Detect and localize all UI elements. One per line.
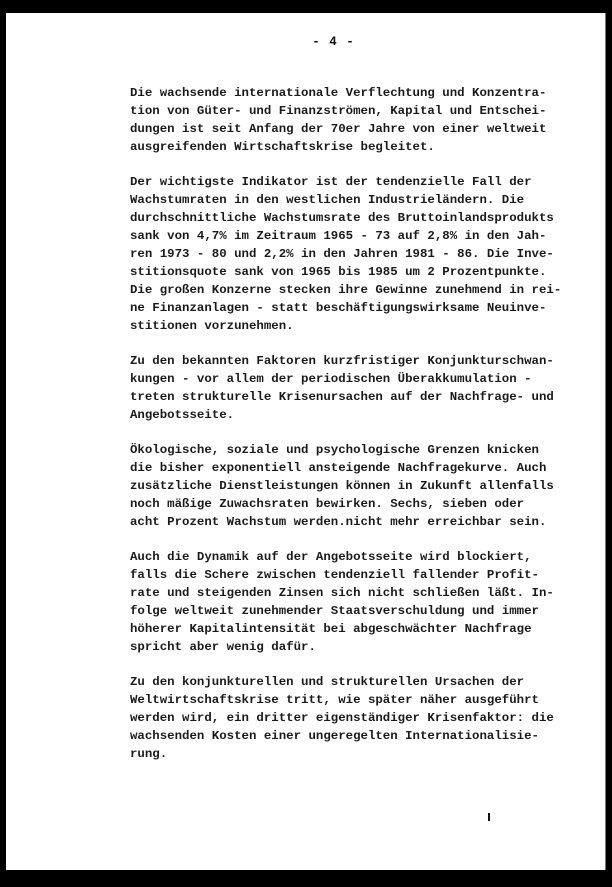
text-line: Zu den bekannten Faktoren kurzfristiger Konjunkturschwan- — [130, 354, 554, 368]
text-line: die bisher exponentiell ansteigende Nachfragekurve. Auch — [130, 461, 547, 475]
text-line: Die wachsende internationale Verflechtung und Konzentra- — [130, 86, 547, 100]
paragraph-3 — [130, 352, 570, 424]
text-line: ne Finanzanlagen - statt beschäftigungswirksame Neuinve- — [130, 301, 547, 315]
text-line: Zu den konjunkturellen und strukturellen Ursachen der — [130, 675, 525, 689]
page-number: - 4 - — [312, 35, 355, 49]
text-line: rung. — [130, 747, 168, 761]
body-text — [130, 84, 570, 780]
text-line: durchschnittliche Wachstumsrate des Bruttoinlandsprodukts — [130, 211, 554, 225]
paragraph-6 — [130, 673, 570, 763]
text-line: stitionsquote sank von 1965 bis 1985 um 2 Prozentpunkte. — [130, 265, 547, 279]
text-line: ren 1973 - 80 und 2,2% in den Jahren 1981 - 86. Die Inve- — [130, 247, 554, 261]
paragraph-2 — [130, 173, 570, 335]
text-line: acht Prozent Wachstum werden.nicht mehr erreichbar sein. — [130, 515, 547, 529]
text-line: spricht aber wenig dafür. — [130, 640, 316, 654]
text-line: dungen ist seit Anfang der 70er Jahre von einer weltweit — [130, 122, 547, 136]
text-line: treten strukturelle Krisenursachen auf der Nachfrage- und — [130, 390, 554, 404]
paragraph-1 — [130, 84, 570, 156]
text-line: Wachstumraten in den westlichen Industrieländern. Die — [130, 193, 525, 207]
text-line: zusätzliche Dienstleistungen können in Zukunft allenfalls — [130, 479, 554, 493]
text-line: Weltwirtschaftskrise tritt, wie später näher ausgeführt — [130, 693, 539, 707]
text-line: höherer Kapitalintensität bei abgeschwächter Nachfrage — [130, 622, 532, 636]
text-line: stitionen vorzunehmen. — [130, 319, 294, 333]
text-line: falls die Schere zwischen tendenziell fallender Profit- — [130, 568, 539, 582]
text-line: rate und steigenden Zinsen sich nicht schließen läßt. In- — [130, 586, 554, 600]
text-line: Die großen Konzerne stecken ihre Gewinne zunehmend in rei- — [130, 283, 562, 297]
text-line: Auch die Dynamik auf der Angebotsseite wird blockiert, — [130, 550, 532, 564]
text-line: Angebotsseite. — [130, 408, 235, 422]
text-line: tion von Güter- und Finanzströmen, Kapital und Entschei- — [130, 104, 547, 118]
text-line: ausgreifenden Wirtschaftskrise begleitet. — [130, 140, 435, 154]
text-line: noch mäßige Zuwachsraten bewirken. Sechs, sieben oder — [130, 497, 525, 511]
paragraph-4 — [130, 441, 570, 531]
text-line: Ökologische, soziale und psychologische Grenzen knicken — [130, 443, 539, 457]
text-line: kungen - vor allem der periodischen Überakkumulation - — [130, 372, 532, 386]
text-line: wachsenden Kosten einer ungeregelten Internationalisie- — [130, 729, 539, 743]
text-line: folge weltweit zunehmender Staatsverschuldung und immer — [130, 604, 539, 618]
paragraph-5 — [130, 548, 570, 656]
text-line: sank von 4,7% im Zeitraum 1965 - 73 auf 2,8% in den Jah- — [130, 229, 547, 243]
scan-artifact-mark — [488, 813, 490, 821]
scanned-page — [6, 13, 606, 870]
text-line: werden wird, ein dritter eigenständiger Krisenfaktor: die — [130, 711, 554, 725]
text-line: Der wichtigste Indikator ist der tendenzielle Fall der — [130, 175, 532, 189]
